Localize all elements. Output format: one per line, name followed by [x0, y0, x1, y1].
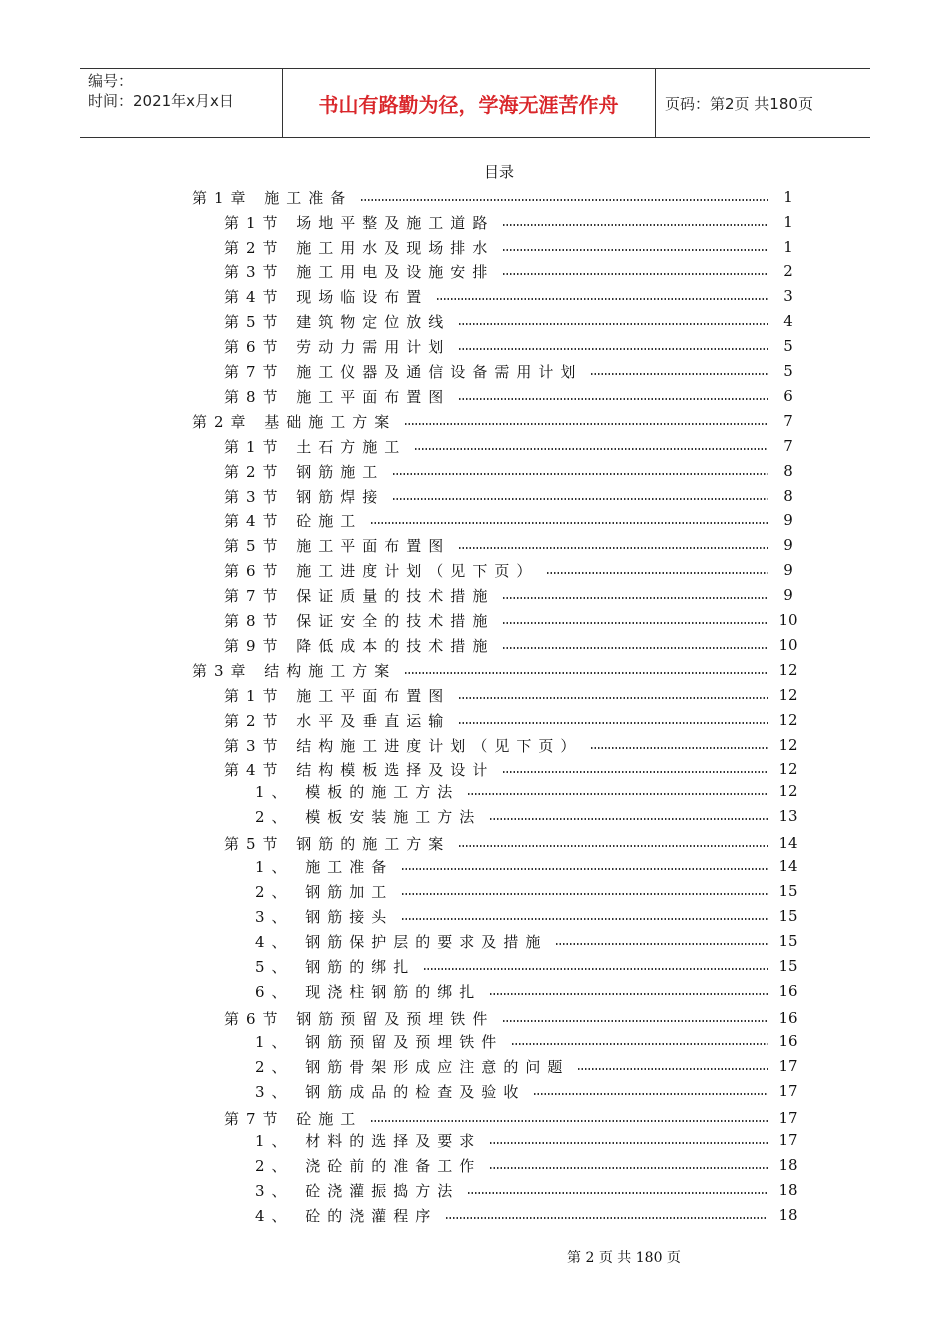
dot-leader [458, 319, 768, 329]
toc-entry-page: 1 [783, 213, 793, 231]
toc-entry-page: 16 [778, 982, 798, 1000]
dot-leader [489, 814, 768, 824]
toc-entry-label: 第5节 建筑物定位放线 [224, 312, 451, 331]
toc-entry[interactable] [224, 1107, 808, 1129]
toc-entry-page: 9 [783, 511, 793, 529]
toc-entry-page: 9 [783, 536, 793, 554]
toc-entry-label: 第2章 基础施工方案 [192, 412, 397, 431]
toc-entry-label: 第8节 施工平面布置图 [224, 387, 451, 406]
toc-entry-label: 第3节 钢筋焊接 [224, 487, 385, 506]
toc-entry[interactable] [224, 559, 808, 581]
toc-entry-page: 8 [783, 462, 793, 480]
dot-leader [511, 1039, 768, 1049]
toc-entry[interactable] [255, 780, 808, 802]
toc-entry-page: 10 [778, 636, 798, 654]
toc-entry[interactable] [224, 509, 808, 531]
dot-leader [458, 344, 768, 354]
toc-entry-page: 15 [778, 882, 798, 900]
dot-leader [502, 593, 768, 603]
document-time-label: 时间：2021年x月x日 [88, 92, 234, 110]
dot-leader [502, 767, 768, 777]
toc-entry-label: 4、 钢筋保护层的要求及措施 [255, 932, 548, 951]
toc-entry-label: 第9节 降低成本的技术措施 [224, 636, 495, 655]
toc-entry[interactable] [224, 236, 808, 258]
toc-entry-label: 第4节 结构模板选择及设计 [224, 760, 495, 779]
dot-leader [467, 1188, 768, 1198]
toc-entry-page: 4 [783, 312, 793, 330]
toc-entry-page: 18 [778, 1156, 798, 1174]
toc-entry[interactable] [255, 955, 808, 977]
dot-leader [590, 369, 768, 379]
toc-entry[interactable] [224, 260, 808, 282]
toc-entry-page: 15 [778, 907, 798, 925]
header-page-info: 页码：第2页 共180页 [665, 94, 813, 113]
dot-leader [467, 789, 768, 799]
dot-leader [590, 743, 768, 753]
dot-leader [423, 964, 768, 974]
dot-leader [458, 841, 768, 851]
toc-entry-page: 18 [778, 1181, 798, 1199]
toc-entry-page: 14 [778, 834, 798, 852]
toc-entry-page: 3 [783, 287, 793, 305]
dot-leader [533, 1089, 768, 1099]
dot-leader [502, 1016, 768, 1026]
toc-entry-page: 2 [783, 262, 793, 280]
toc-entry[interactable] [224, 385, 808, 407]
dot-leader [404, 668, 768, 678]
toc-entry-page: 16 [778, 1009, 798, 1027]
toc-entry-label: 6、 现浇柱钢筋的绑扎 [255, 982, 482, 1001]
dot-leader [458, 693, 768, 703]
toc-entry[interactable] [192, 410, 808, 432]
toc-entry[interactable] [224, 310, 808, 332]
toc-entry-page: 15 [778, 957, 798, 975]
dot-leader [489, 1138, 768, 1148]
toc-entry-label: 2、 模板安装施工方法 [255, 807, 482, 826]
toc-entry-label: 2、 钢筋骨架形成应注意的问题 [255, 1057, 570, 1076]
toc-entry-page: 7 [783, 412, 793, 430]
toc-entry-label: 1、 材料的选择及要求 [255, 1131, 482, 1150]
toc-entry-label: 2、 钢筋加工 [255, 882, 394, 901]
toc-entry-label: 第3节 施工用电及设施安排 [224, 262, 495, 281]
toc-entry[interactable] [192, 186, 808, 208]
toc-entry-page: 12 [778, 736, 798, 754]
toc-entry-label: 第6节 钢筋预留及预埋铁件 [224, 1009, 495, 1028]
toc-entry-label: 2、 浇砼前的准备工作 [255, 1156, 482, 1175]
toc-entry-page: 16 [778, 1032, 798, 1050]
toc-entry[interactable] [255, 1154, 808, 1176]
dot-leader [392, 494, 768, 504]
dot-leader [577, 1064, 768, 1074]
header-meta [88, 71, 283, 111]
toc-entry[interactable] [255, 855, 808, 877]
toc-entry-label: 第6节 施工进度计划（见下页） [224, 561, 539, 580]
toc-entry-page: 12 [778, 711, 798, 729]
toc-entry-page: 13 [778, 807, 798, 825]
toc-entry-page: 7 [783, 437, 793, 455]
toc-title: 目录 [483, 163, 514, 181]
toc-entry[interactable] [224, 211, 808, 233]
dot-leader [404, 419, 768, 429]
toc-entry-page: 8 [783, 487, 793, 505]
toc-entry[interactable] [224, 435, 808, 457]
header-divider [655, 69, 656, 137]
toc-entry-label: 1、 钢筋预留及预埋铁件 [255, 1032, 504, 1051]
dot-leader [489, 989, 768, 999]
toc-entry-page: 6 [783, 387, 793, 405]
dot-leader [414, 444, 768, 454]
toc-entry-label: 1、 施工准备 [255, 857, 394, 876]
toc-entry[interactable] [224, 360, 808, 382]
toc-entry[interactable] [255, 1129, 808, 1151]
toc-entry-page: 17 [778, 1057, 798, 1075]
toc-entry-page: 5 [783, 337, 793, 355]
toc-entry[interactable] [255, 1055, 808, 1077]
header-motto: 书山有路勤为径，学海无涯苦作舟 [318, 92, 619, 117]
toc-entry-page: 12 [778, 760, 798, 778]
toc-entry[interactable] [192, 659, 808, 681]
toc-entry-page: 1 [783, 238, 793, 256]
toc-entry[interactable] [255, 805, 808, 827]
toc-entry[interactable] [255, 930, 808, 952]
toc-entry-label: 第3节 结构施工进度计划（见下页） [224, 736, 583, 755]
dot-leader [502, 618, 768, 628]
toc-entry[interactable] [224, 584, 808, 606]
toc-entry-label: 第2节 水平及垂直运输 [224, 711, 451, 730]
toc-entry-page: 18 [778, 1206, 798, 1224]
toc-entry-page: 5 [783, 362, 793, 380]
dot-leader [546, 568, 768, 578]
dot-leader [436, 294, 768, 304]
toc-entry[interactable] [224, 335, 808, 357]
document-header [80, 68, 870, 138]
toc-entry-label: 4、 砼的浇灌程序 [255, 1206, 438, 1225]
toc-entry[interactable] [255, 1179, 808, 1201]
dot-leader [502, 643, 768, 653]
toc-entry-label: 第1节 土石方施工 [224, 437, 407, 456]
toc-entry-label: 3、 砼浇灌振捣方法 [255, 1181, 460, 1200]
toc-entry-page: 17 [778, 1082, 798, 1100]
dot-leader [489, 1163, 768, 1173]
toc-entry-page: 17 [778, 1109, 798, 1127]
toc-entry[interactable] [255, 905, 808, 927]
toc-entry-label: 第7节 保证质量的技术措施 [224, 586, 495, 605]
toc-entry-label: 第8节 保证安全的技术措施 [224, 611, 495, 630]
toc-entry-label: 第1章 施工准备 [192, 188, 353, 207]
toc-entry[interactable] [224, 758, 808, 780]
dot-leader [458, 543, 768, 553]
dot-leader [392, 469, 768, 479]
document-number-label: 编号： [88, 72, 134, 90]
toc-entry-label: 第5节 钢筋的施工方案 [224, 834, 451, 853]
dot-leader [401, 864, 768, 874]
toc-entry-label: 第4节 砼施工 [224, 511, 363, 530]
dot-leader [458, 394, 768, 404]
dot-leader [458, 718, 768, 728]
toc-entry[interactable] [224, 609, 808, 631]
toc-entry-page: 9 [783, 586, 793, 604]
toc-entry-label: 第5节 施工平面布置图 [224, 536, 451, 555]
toc-entry-label: 第7节 施工仪器及通信设备需用计划 [224, 362, 583, 381]
toc-entry[interactable] [224, 534, 808, 556]
toc-entry-page: 1 [783, 188, 793, 206]
dot-leader [401, 889, 768, 899]
toc-entry[interactable] [224, 684, 808, 706]
toc-entry[interactable] [224, 734, 808, 756]
toc-entry-page: 12 [778, 661, 798, 679]
toc-entry[interactable] [224, 634, 808, 656]
toc-entry[interactable] [255, 880, 808, 902]
dot-leader [401, 914, 768, 924]
toc-entry-label: 1、 模板的施工方法 [255, 782, 460, 801]
toc-entry[interactable] [255, 1030, 808, 1052]
toc-entry[interactable] [224, 709, 808, 731]
toc-entry-label: 第4节 现场临设布置 [224, 287, 429, 306]
toc-entry-label: 3、 钢筋接头 [255, 907, 394, 926]
dot-leader [502, 269, 768, 279]
toc-entry-label: 第1节 场地平整及施工道路 [224, 213, 495, 232]
toc-entry[interactable] [255, 1204, 808, 1226]
toc-entry-label: 3、 钢筋成品的检查及验收 [255, 1082, 526, 1101]
toc-entry-page: 15 [778, 932, 798, 950]
dot-leader [370, 1116, 768, 1126]
toc-entry[interactable] [255, 1080, 808, 1102]
dot-leader [370, 518, 768, 528]
toc-entry[interactable] [224, 460, 808, 482]
dot-leader [445, 1213, 768, 1223]
toc-entry[interactable] [224, 285, 808, 307]
toc-entry-page: 17 [778, 1131, 798, 1149]
toc-entry-label: 第3章 结构施工方案 [192, 661, 397, 680]
toc-entry[interactable] [224, 1007, 808, 1029]
toc-entry[interactable] [224, 832, 808, 854]
toc-entry-label: 5、 钢筋的绑扎 [255, 957, 416, 976]
dot-leader [502, 245, 768, 255]
toc-entry-label: 第7节 砼施工 [224, 1109, 363, 1128]
toc-entry-page: 9 [783, 561, 793, 579]
dot-leader [555, 939, 768, 949]
toc-entry[interactable] [255, 980, 808, 1002]
toc-entry-label: 第2节 施工用水及现场排水 [224, 238, 495, 257]
page-footer: 第 2 页 共 180 页 [567, 1250, 681, 1266]
toc-entry-label: 第6节 劳动力需用计划 [224, 337, 451, 356]
dot-leader [360, 195, 768, 205]
toc-entry-label: 第1节 施工平面布置图 [224, 686, 451, 705]
toc-entry-page: 12 [778, 782, 798, 800]
toc-entry-page: 12 [778, 686, 798, 704]
toc-entry-page: 10 [778, 611, 798, 629]
toc-entry-page: 14 [778, 857, 798, 875]
toc-entry-label: 第2节 钢筋施工 [224, 462, 385, 481]
toc-entry[interactable] [224, 485, 808, 507]
dot-leader [502, 220, 768, 230]
